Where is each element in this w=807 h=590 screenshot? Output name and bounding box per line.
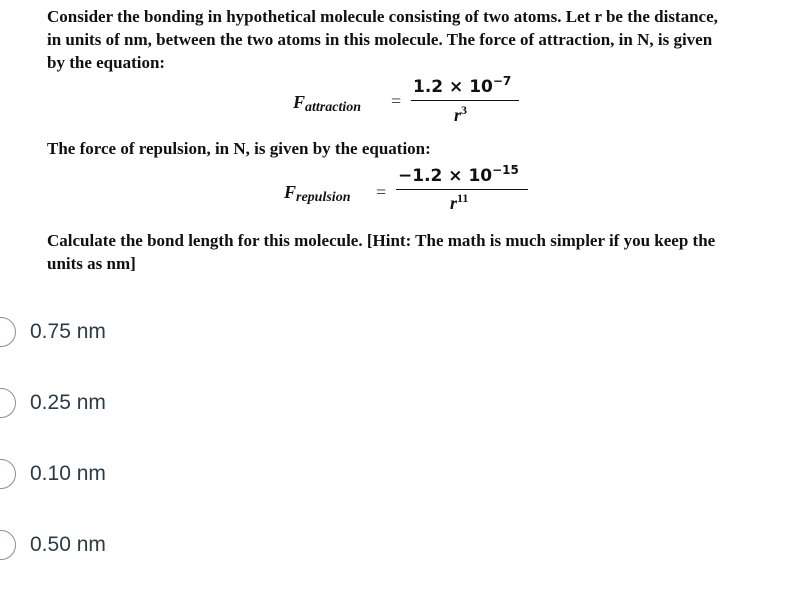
attraction-lhs: $F_{attraction}$ [293, 92, 362, 115]
repulsion-equals: = [376, 182, 387, 202]
repulsion-denominator: $r^{11}$ [450, 191, 469, 213]
attraction-equals: = [391, 91, 402, 111]
radio-button[interactable] [0, 388, 16, 418]
question-intro: Consider the bonding in hypothetical molecule consisting of two atoms. Let r be the distance, in units of nm, between the two atoms in this molecule. The force of attraction, in N, is given by the equation: [47, 7, 718, 72]
answer-option-label[interactable]: 0.50 nm [30, 533, 106, 556]
question-prompt: Calculate the bond length for this molecule. [Hint: The math is much simpler if you keep the units as nm] [47, 231, 716, 273]
attraction-fraction-bar [411, 100, 519, 101]
answer-option-label[interactable]: 0.10 nm [30, 462, 106, 485]
attraction-numerator: $1.2 \times 10^{-7}$ [413, 74, 512, 97]
repulsion-fraction-bar [396, 189, 528, 190]
repulsion-intro: The force of repulsion, in N, is given by the equation: [47, 139, 431, 158]
radio-button[interactable] [0, 530, 16, 560]
answer-option-label[interactable]: 0.25 nm [30, 391, 106, 414]
repulsion-lhs: $F_{repulsion}$ [284, 182, 351, 205]
radio-button[interactable] [0, 317, 16, 347]
answer-option-label[interactable]: 0.75 nm [30, 320, 106, 343]
radio-button[interactable] [0, 459, 16, 489]
repulsion-numerator: $-1.2 \times 10^{-15}$ [398, 163, 519, 186]
attraction-denominator: $r^3$ [454, 103, 468, 125]
